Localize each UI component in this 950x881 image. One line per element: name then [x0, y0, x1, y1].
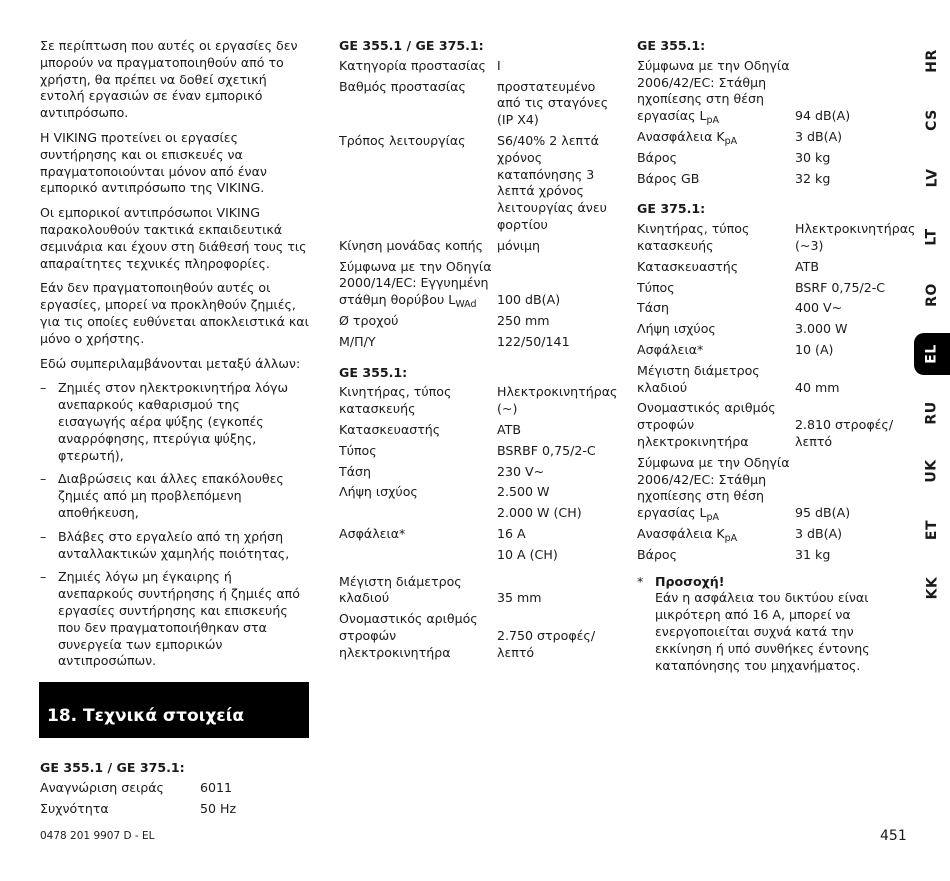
spec-row [339, 384, 618, 418]
spec-key: Κίνηση μονάδας κοπής [339, 237, 484, 253]
list-item: – Βλάβες στο εργαλείο από τη χρήση ανταλλακτικών χαμηλής ποιότητας, [40, 529, 310, 563]
spec-row [637, 526, 905, 543]
spec-value: BSRBF 0,75/2-C [497, 442, 596, 458]
spec-value: 2.750 στροφές/λεπτό [497, 627, 596, 660]
tab-uk[interactable] [914, 450, 950, 492]
spec-title: GE 355.1 / GE 375.1: [339, 38, 484, 53]
tab-cs[interactable] [914, 99, 950, 141]
tab-ru[interactable] [914, 392, 950, 434]
spec-value-line: 10 A (CH) [497, 546, 558, 562]
spec-row [637, 221, 916, 255]
tab-label: HR [924, 49, 940, 73]
spec-key: Ø τροχού [339, 312, 399, 328]
tab-label: EL [923, 344, 940, 364]
spec-key: Αναγνώριση σειράς [40, 779, 164, 795]
spec-row [339, 464, 614, 481]
spec-key-text: Ανασφάλεια K [637, 525, 725, 541]
spec-value: 3.000 W [795, 321, 848, 337]
caution-note [637, 574, 905, 675]
tab-label: UK [924, 459, 940, 483]
spec-title: GE 355.1: [339, 364, 408, 380]
spec-value: S6/40% 2 λεπτά χρόνος καταπόνησης 3 λεπτά χρόνος λειτουργίας άνευ φορτίου [497, 132, 607, 232]
spec-row [637, 259, 905, 276]
spec-row [637, 171, 905, 188]
spec-value-line: 16 A [497, 525, 526, 541]
note-title: Προσοχή! [655, 573, 725, 589]
tab-ro[interactable] [914, 274, 950, 316]
spec-title: GE 375.1: [637, 201, 706, 217]
spec-key-text: Σύμφωνα με την Οδηγία 2000/14/EC: Εγγυημένη στάθμη θορύβου L [339, 258, 492, 308]
spec-row [637, 342, 905, 359]
column-2 [339, 38, 618, 666]
spec-title: GE 355.1: [637, 38, 706, 53]
spec-value-line: 2.000 W (CH) [497, 505, 582, 521]
spec-row [637, 455, 905, 522]
paragraph: Οι εμπορικοί αντιπρόσωποι VIKING παρακολουθούν τακτικά εκπαιδευτικά σεμινάρια και έχουν στη διάθεσή τους τις απαραίτητες τεχνικές πληροφορίες. [40, 205, 307, 271]
paragraph: Εδώ συμπεριλαμβάνονται μεταξύ άλλων: [40, 355, 301, 371]
spec-key: Ασφάλεια* [339, 525, 406, 541]
spec-row [339, 334, 614, 351]
footnote-marker: * [637, 573, 644, 589]
list-item: – Διαβρώσεις και άλλες επακόλουθες ζημιές από μη προβλεπόμενη αποθήκευση, [40, 471, 310, 521]
subscript: pA [724, 532, 738, 544]
spec-row [637, 150, 905, 167]
spec-row [339, 574, 614, 608]
note-text: Εάν η ασφάλεια του δικτύου είναι μικρότερη από 16 A, μπορεί να ενεργοποιείται συχνά κατά την εκκίνηση ή υπό συνθήκες έντονης καταπόνησης του μηχανήματος. [655, 590, 870, 673]
spec-key: Κατασκευαστής [339, 421, 441, 437]
subscript: WAd [455, 299, 477, 311]
spec-key: Ονομαστικός αριθμός στροφών ηλεκτροκινητήρα [339, 611, 478, 660]
spec-row [339, 484, 614, 522]
tab-hr[interactable] [914, 40, 950, 82]
spec-value [497, 484, 614, 522]
spec-row [339, 443, 614, 460]
spec-key [637, 455, 795, 522]
spec-value: 100 dB(A) [497, 292, 561, 308]
damage-list [40, 380, 310, 670]
spec-value-line: 2.500 W [497, 484, 550, 500]
spec-key-text: Ανασφάλεια K [637, 128, 725, 144]
spec-key: Λήψη ισχύος [339, 484, 418, 500]
spec-value: 3 dB(A) [795, 128, 843, 144]
spec-row [637, 400, 905, 450]
spec-row [637, 300, 905, 317]
spec-key: Βάρος GB [637, 170, 700, 186]
spec-value: BSRF 0,75/2-C [795, 279, 886, 295]
paragraph: Η VIKING προτείνει οι εργασίες συντήρησης και οι επισκευές να πραγματοποιούνται μόνον από έναν εμπορικό αντιπρόσωπο της VIKING. [40, 129, 267, 196]
paragraph: Εάν δεν πραγματοποιηθούν αυτές οι εργασίες, μπορεί να προκληθούν ζημιές, για τις οποίες ευθύνεται αποκλειστικά και μόνο ο χρήστης. [40, 280, 309, 346]
spec-value: 35 mm [497, 590, 542, 606]
spec-key [637, 526, 795, 543]
column-1 [40, 38, 310, 821]
list-item: – Ζημιές λόγω μη έγκαιρης ή ανεπαρκούς συντήρησης ή ζημιές από εργασίες συντήρησης και επισκευής που δεν πραγματοποιήθηκαν στα συνεργεία των εμπορικών αντιπροσώπων. [40, 569, 310, 670]
spec-value: 250 mm [497, 312, 550, 328]
spec-key: Ασφάλεια* [637, 341, 704, 357]
spec-key [637, 58, 795, 125]
spec-key: Τάση [339, 463, 371, 479]
spec-key: Βάρος [637, 546, 678, 562]
spec-value: I [497, 57, 501, 73]
spec-row [637, 58, 905, 125]
spec-key: Τάση [637, 300, 669, 316]
spec-value: 30 kg [795, 149, 831, 165]
spec-key: Μέγιστη διάμετρος κλαδιού [339, 573, 462, 606]
paragraph: Σε περίπτωση που αυτές οι εργασίες δεν μπορούν να πραγματοποιηθούν από το χρήστη, θα πρέπει να δοθεί σχετική εντολή εργασιών σε έναν εμπορικό αντιπρόσωπο. [40, 38, 298, 121]
spec-row [339, 313, 614, 330]
spec-value [497, 526, 614, 564]
tab-label: CS [924, 108, 940, 131]
spec-key [339, 259, 497, 309]
spec-row [339, 611, 614, 661]
spec-key: Κινητήρας, τύπος κατασκευής [339, 384, 452, 417]
spec-row [637, 321, 905, 338]
spec-row [637, 363, 905, 397]
spec-row [339, 238, 614, 255]
tab-et[interactable] [914, 509, 950, 551]
spec-key: Μ/Π/Υ [339, 333, 376, 349]
language-tabs [914, 40, 950, 626]
spec-value: 6011 [200, 779, 233, 795]
spec-key: Ονομαστικός αριθμός στροφών ηλεκτροκινητήρα [637, 400, 776, 449]
spec-row [637, 129, 905, 146]
spec-key: Κατασκευαστής [637, 258, 739, 274]
spec-value: Ηλεκτροκινητήρας (~) [497, 384, 618, 417]
section-heading: 18. Τεχνικά στοιχεία [39, 682, 309, 738]
tab-label: LV [923, 168, 940, 188]
spec-key: Τρόπος λειτουργίας [339, 132, 466, 148]
list-item: – Ζημιές στον ηλεκτροκινητήρα λόγω ανεπαρκούς καθαρισμού της εισαγωγής αέρα ψύξης (εγκοπές αναρρόφησης, πτερύγια ψύξης, φτερωτή), [40, 380, 310, 464]
tab-lv[interactable] [914, 157, 950, 199]
spec-value: 94 dB(A) [795, 108, 851, 124]
spec-value: 40 mm [795, 379, 840, 395]
spec-key: Λήψη ισχύος [637, 321, 716, 337]
tab-kk[interactable] [914, 567, 950, 609]
spec-key [637, 129, 795, 146]
spec-key: Τύπος [637, 279, 675, 295]
spec-row [339, 422, 614, 439]
spec-key-text: Σύμφωνα με την Οδηγία 2006/42/EC: Στάθμη ηχοπίεσης στη θέση εργασίας L [637, 454, 790, 521]
spec-key: Συχνότητα [40, 800, 109, 816]
spec-row [339, 259, 614, 309]
spec-value: ATB [795, 258, 819, 274]
page-number: 451 [880, 828, 907, 844]
spec-row [339, 526, 614, 564]
spec-value: 122/50/141 [497, 333, 570, 349]
spec-value: ATB [497, 421, 521, 437]
spec-key: Κατηγορία προστασίας [339, 57, 486, 73]
spec-value: 32 kg [795, 170, 831, 186]
spec-row [40, 801, 310, 818]
subscript: pA [724, 135, 738, 147]
spec-value: 10 (A) [795, 341, 834, 357]
tab-el[interactable] [914, 333, 950, 375]
spec-value: 230 V~ [497, 463, 545, 479]
spec-value: 400 V~ [795, 300, 843, 316]
spec-row [637, 280, 905, 297]
spec-key: Κινητήρας, τύπος κατασκευής [637, 221, 750, 253]
spec-value: 3 dB(A) [795, 525, 843, 541]
spec-value: 31 kg [795, 546, 831, 562]
spec-row [637, 547, 905, 564]
spec-value: 95 dB(A) [795, 505, 851, 521]
spec-value: 50 Hz [200, 800, 237, 816]
spec-key: Τύπος [339, 442, 377, 458]
tab-label: ET [924, 519, 940, 540]
spec-value: προστατευμένο από τις σταγόνες (IP X4) [497, 78, 609, 128]
spec-key: Βαθμός προστασίας [339, 78, 466, 94]
subscript: pA [706, 115, 720, 127]
document-code: 0478 201 9907 D - EL [40, 830, 155, 842]
spec-value: μόνιμη [497, 237, 541, 253]
column-3 [637, 38, 916, 674]
spec-key: Μέγιστη διάμετρος κλαδιού [637, 362, 760, 395]
subscript: pA [706, 512, 720, 524]
spec-row [40, 780, 310, 797]
spec-value: 2.810 στροφές/λεπτό [795, 417, 894, 449]
spec-value: Ηλεκτροκινητήρας (~3) [795, 221, 916, 253]
tab-label: RU [924, 400, 940, 425]
spec-key: Βάρος [637, 149, 678, 165]
tab-lt[interactable] [914, 216, 950, 258]
spec-title: GE 355.1 / GE 375.1: [40, 760, 185, 776]
tab-label: RO [924, 283, 940, 308]
spec-key-text: Σύμφωνα με την Οδηγία 2006/42/EC: Στάθμη ηχοπίεσης στη θέση εργασίας L [637, 57, 790, 124]
spec-row [339, 79, 614, 129]
tab-label: KK [923, 576, 940, 600]
spec-row [339, 133, 614, 234]
tab-label: LT [924, 228, 940, 246]
spec-row [339, 58, 614, 75]
